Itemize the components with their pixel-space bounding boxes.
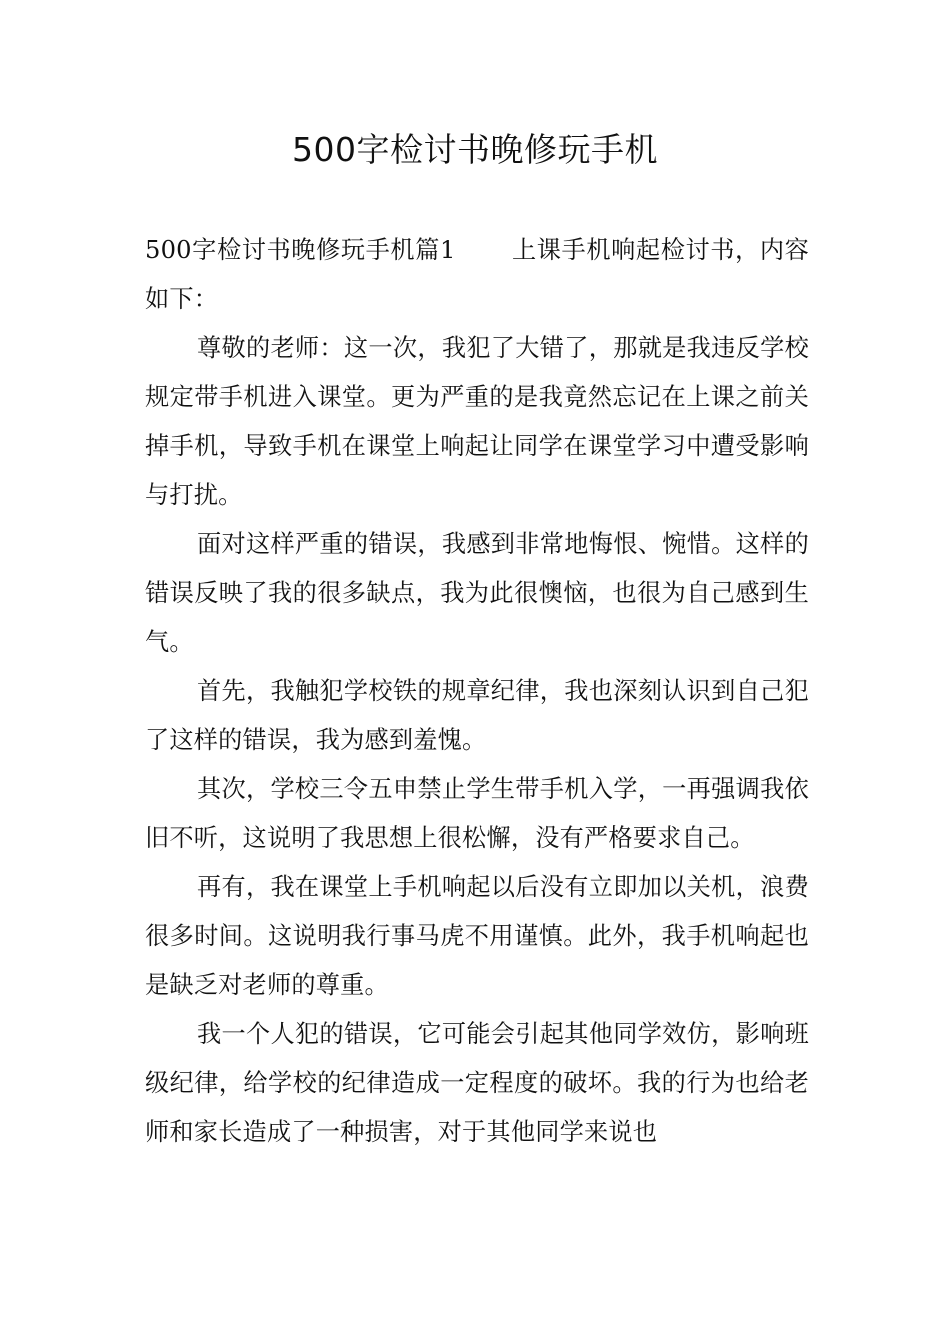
paragraph-4: 其次，学校三令五申禁止学生带手机入学，一再强调我依旧不听，这说明了我思想上很松懈，没有严格要求自己。	[145, 775, 809, 852]
document-title: 500字检讨书晚修玩手机	[292, 130, 658, 169]
paragraph-3: 首先，我触犯学校铁的规章纪律，我也深刻认识到自己犯了这样的错误，我为感到羞愧。	[145, 677, 809, 754]
section-label: 500字检讨书晚修玩手机篇1	[145, 236, 456, 264]
document-body	[145, 226, 809, 1157]
paragraph-0: 上课手机响起检讨书，内容如下：	[145, 236, 809, 313]
intro-paragraph	[145, 226, 809, 324]
paragraph-5: 再有，我在课堂上手机响起以后没有立即加以关机，浪费很多时间。这说明我行事马虎不用谨慎。此外，我手机响起也是缺乏对老师的尊重。	[145, 873, 809, 999]
paragraph-6: 我一个人犯的错误，它可能会引起其他同学效仿，影响班级纪律，给学校的纪律造成一定程度的破坏。我的行为也给老师和家长造成了一种损害，对于其他同学来说也	[145, 1020, 809, 1146]
paragraph-1: 尊敬的老师：这一次，我犯了大错了，那就是我违反学校规定带手机进入课堂。更为严重的是我竟然忘记在上课之前关掉手机，导致手机在课堂上响起让同学在课堂学习中遭受影响与打扰。	[145, 334, 809, 509]
paragraph-2: 面对这样严重的错误，我感到非常地悔恨、惋惜。这样的错误反映了我的很多缺点，我为此很懊恼，也很为自己感到生气。	[145, 530, 809, 656]
